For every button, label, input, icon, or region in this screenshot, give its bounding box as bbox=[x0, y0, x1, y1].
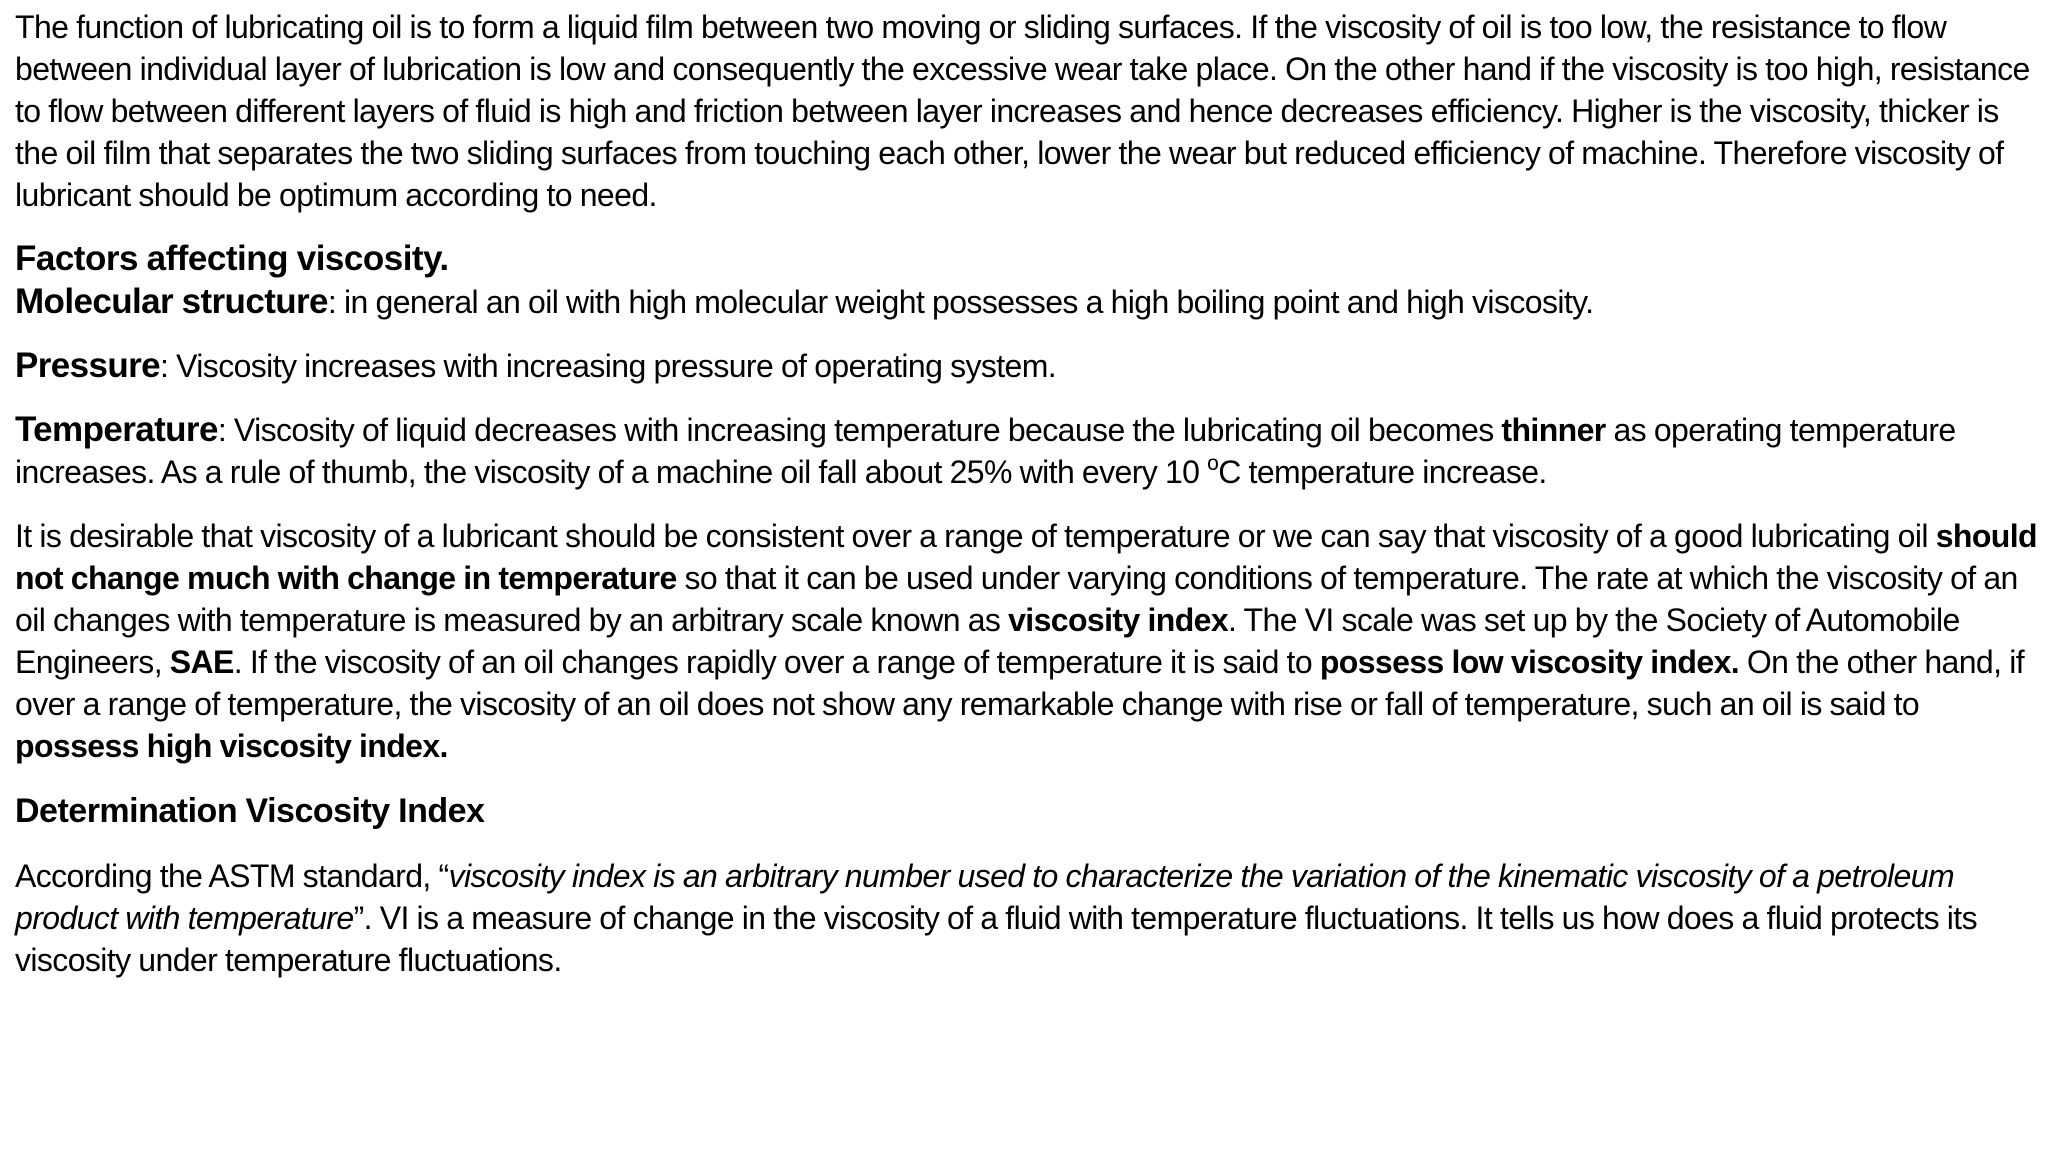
temperature-term: Temperature bbox=[15, 410, 218, 449]
viscosity-index-term: viscosity index bbox=[1008, 602, 1229, 638]
viscosity-index-paragraph: It is desirable that viscosity of a lubricant should be consistent over a range of temperature or we can say that viscosity of a good lubricating oil should not change much with change in temperature so that it can be used under varying conditions of temperature. The rate at which the viscosity of an oil changes with temperature is measured by an arbitrary scale known as viscosity index. The VI scale was set up by the Society of Automobile Engineers, SAE. If the viscosity of an oil changes rapidly over a range of temperature it is said to possess low viscosity index. On the other hand, if over a range of temperature, the viscosity of an oil does not show any remarkable change with rise or fall of temperature, such an oil is said to possess high viscosity index. bbox=[15, 518, 2037, 764]
determination-heading: Determination Viscosity Index bbox=[15, 792, 485, 830]
pressure-text: : Viscosity increases with increasing pressure of operating system. bbox=[160, 348, 1057, 384]
intro-paragraph: The function of lubricating oil is to form a liquid film between two moving or sliding surfaces. If the viscosity of oil is too low, the resistance to flow between individual layer of lubrication is low and consequently the excessive wear take place. On the other hand if the viscosity is too high, resistance to flow between different layers of fluid is high and friction between layer increases and hence decreases efficiency. Higher is the viscosity, thicker is the oil film that separates the two sliding surfaces from touching each other, lower the wear but reduced efficiency of machine. Therefore viscosity of lubricant should be optimum according to need. bbox=[15, 9, 2030, 213]
sae-term: SAE bbox=[169, 644, 234, 680]
slide-content bbox=[15, 6, 2041, 981]
molecular-structure-term: Molecular structure bbox=[15, 282, 328, 321]
degree-superscript: o bbox=[1207, 452, 1219, 475]
molecular-structure-paragraph bbox=[15, 281, 2041, 323]
astm-quote: viscosity index is an arbitrary number used to characterize the variation of the kinematic viscosity of a petroleum product with temperature bbox=[15, 858, 1955, 936]
astm-definition-paragraph: According the ASTM standard, “viscosity index is an arbitrary number used to characterize the variation of the kinematic viscosity of a petroleum product with temperature”. VI is a measure of change in the viscosity of a fluid with temperature fluctuations. It tells us how does a fluid protects its viscosity under temperature fluctuations. bbox=[15, 858, 1977, 978]
pressure-term: Pressure bbox=[15, 346, 161, 385]
factors-heading: Factors affecting viscosity. bbox=[15, 239, 449, 278]
molecular-structure-text: : in general an oil with high molecular weight possesses a high boiling point and high viscosity. bbox=[327, 284, 1594, 320]
pressure-paragraph bbox=[15, 345, 2041, 387]
thinner-emphasis: thinner bbox=[1501, 412, 1606, 448]
temperature-paragraph: Temperature: Viscosity of liquid decreases with increasing temperature because the lubricating oil becomes thinner as operating temperature increases. As a rule of thumb, the viscosity of a machine oil fall about 25% with every 10 $^o$C temperature increase. bbox=[15, 410, 1956, 490]
